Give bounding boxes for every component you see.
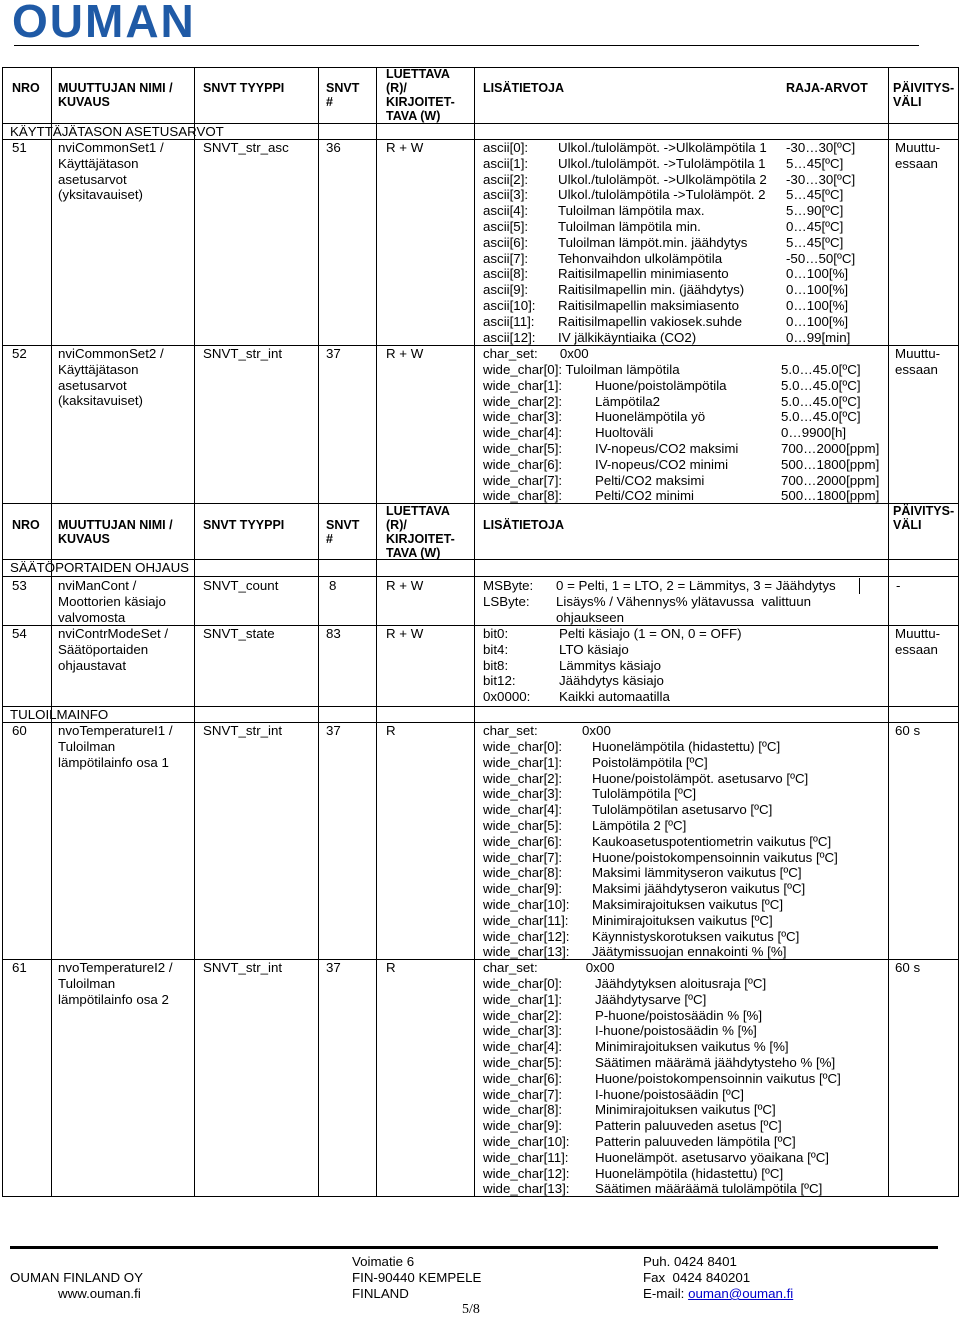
row-type: SNVT_str_int bbox=[203, 723, 283, 738]
row-name: nviCommonSet1 / Käyttäjätason asetusarvot (yksitavauiset) bbox=[58, 140, 164, 203]
header-update: PÄIVITYS- VÄLI bbox=[893, 81, 955, 109]
section-title: TULOILMAINFO bbox=[10, 707, 109, 722]
footer-company: OUMAN FINLAND OY bbox=[10, 1270, 143, 1285]
row-name: nviManCont / Moottorien käsiajo valvomosta bbox=[58, 578, 166, 625]
row-rw: R + W bbox=[386, 140, 424, 155]
col-divider bbox=[51, 67, 52, 1197]
row-name: nviContrModeSet / Säätöportaiden ohjaustavat bbox=[58, 626, 169, 673]
row-snvt: 37 bbox=[326, 723, 341, 738]
row-name: nviCommonSet2 / Käyttäjätason asetusarvot (kaksitavuiset) bbox=[58, 346, 164, 409]
header-rw: LUETTAVA (R)/ KIRJOITET- TAVA (W) bbox=[386, 67, 455, 123]
row-update: Muuttu- essaan bbox=[895, 140, 941, 171]
header-name: MUUTTUJAN NIMI / KUVAUS bbox=[58, 81, 173, 109]
row-divider bbox=[2, 706, 959, 707]
footer-street: Voimatie 6 bbox=[352, 1254, 415, 1269]
row-rw: R bbox=[386, 723, 396, 738]
row-snvt: 8 bbox=[329, 578, 337, 593]
header-rule bbox=[14, 45, 919, 46]
row-nro: 53 bbox=[12, 578, 27, 593]
row-values: Pelti käsiajo (1 = ON, 0 = OFF) LTO käsiajo Lämmitys käsiajo Jäähdytys käsiajo Kaikki automaatilla bbox=[559, 626, 742, 705]
row-charset: char_set: 0x00 bbox=[483, 346, 589, 361]
header-name: MUUTTUJAN NIMI / KUVAUS bbox=[58, 518, 173, 546]
row-type: SNVT_str_int bbox=[203, 960, 283, 975]
row-type: SNVT_str_asc bbox=[203, 140, 289, 155]
row-rw: R + W bbox=[386, 578, 424, 593]
row-values: Ulkol./tulolämpöt. ->Ulkolämpötila 1 Ulkol./tulolämpöt. ->Tulolämpötila 1 Ulkol./tulolämpöt. ->Ulkolämpötila 2 Ulkol./tulolämpötila ->Tulolämpöt. 2 Tuloilman lämpötila max. Tuloilman lämpötila min. Tuloilman lämpöt.min. jäähdytys Tehonvaihdon ulkolämpötila Raitisilmapellin minimiasento Raitisilmapellin min. (jäähdytys) Raitisilmapellin maksimiasento Raitisilmapellin vakiosek.suhde IV jälkikäyntiaika (CO2) bbox=[558, 140, 767, 345]
row-keys: wide_char[0]: wide_char[1]: wide_char[2]: wide_char[3]: wide_char[4]: wide_char[5]: wide_char[6]: wide_char[7]: wide_char[8]: wide_char[9]: wide_char[10]: wide_char[11]: wide_char[12]: wide_char[13]: bbox=[483, 739, 570, 960]
footer-country: FINLAND bbox=[352, 1286, 409, 1301]
row-keys: wide_char[0]: wide_char[1]: wide_char[2]: wide_char[3]: wide_char[4]: wide_char[5]: wide_char[6]: wide_char[7]: wide_char[8]: wide_char[9]: wide_char[10]: wide_char[11]: wide_char[12]: wide_char[13]: bbox=[483, 976, 570, 1197]
row-values: Huonelämpötila (hidastettu) [ºC] Poistolämpötila [ºC] Huone/poistolämpöt. asetusarvo [ºC] Tulolämpötila [ºC] Tulolämpötilan asetusarvo [ºC] Lämpötila 2 [ºC] Kaukoasetuspotentiometrin vaikutus [ºC] Huone/poistokompensoinnin vaikutus [ºC] Maksimi lämmityseron vaikutus [ºC] Maksimi jäähdytyseron vaikutus [ºC] Maksimirajoituksen vaikutus [ºC] Minimirajoituksen vaikutus [ºC] Käynnistyskorotuksen vaikutus [ºC] Jäätymissuojan ennakointi % [%] bbox=[592, 739, 838, 960]
row-rw: R + W bbox=[386, 346, 424, 361]
row-update: 60 s bbox=[895, 960, 921, 975]
ouman-logo: OUMAN bbox=[12, 0, 196, 47]
row-keys: bit0: bit4: bit8: bit12: 0x0000: bbox=[483, 626, 531, 705]
header-range: RAJA-ARVOT bbox=[786, 81, 868, 95]
page-number: 5/8 bbox=[462, 1302, 480, 1317]
row-keys: wide_char[0]: Tuloilman lämpötila wide_char[1]: wide_char[2]: wide_char[3]: wide_char[4]: wide_char[5]: wide_char[6]: wide_char[7]: wide_char[8]: bbox=[483, 362, 680, 504]
row-range: -30…30[ºC] 5…45[ºC] -30…30[ºC] 5…45[ºC] 5…90[ºC] 0…45[ºC] 5…45[ºC] -50…50[ºC] 0…100[%] 0…100[%] 0…100[%] 0…100[%] 0…99[min] bbox=[786, 140, 856, 345]
header-info: LISÄTIETOJA bbox=[483, 518, 565, 532]
row-values: 0 = Pelti, 1 = LTO, 2 = Lämmitys, 3 = Jäähdytys Lisäys% / Vähennys% ylätavussa valittuun ohjaukseen bbox=[556, 578, 836, 625]
col-divider bbox=[194, 67, 195, 1197]
row-keys: MSByte: LSByte: bbox=[483, 578, 534, 609]
row-snvt: 36 bbox=[326, 140, 341, 155]
row-update: Muuttu- essaan bbox=[895, 346, 941, 377]
row-values: Jäähdytyksen aloitusraja [ºC] Jäähdytysarve [ºC] P-huone/poistosäädin % [%] I-huone/poistosäädin % [%] Minimirajoituksen vaikutus % [%] Säätimen määrämä jäähdytysteho % [%] Huone/poistokompensoinnin vaikutus [ºC] I-huone/poistosäädin [ºC] Minimirajoituksen vaikutus [ºC] Patterin paluuveden asetus [ºC] Patterin paluuveden lämpötila [ºC] Huonelämpöt. asetusarvo yöaikana [ºC] Huonelämpötila (hidastettu) [ºC] Säätimen määräämä tulolämpötila [ºC] bbox=[595, 976, 841, 1197]
row-name: nvoTemperatureI2 / Tuloilman lämpötilainfo osa 2 bbox=[58, 960, 173, 1007]
row-type: SNVT_count bbox=[203, 578, 279, 593]
footer-email-row bbox=[643, 1286, 793, 1302]
footer-phone: Puh. 0424 8401 bbox=[643, 1254, 737, 1269]
col-divider bbox=[474, 67, 475, 1197]
col-divider bbox=[888, 67, 889, 1197]
col-divider bbox=[318, 67, 319, 1197]
row-update: Muuttu- essaan bbox=[895, 626, 941, 657]
row-snvt: 37 bbox=[326, 346, 341, 361]
header-type: SNVT TYYPPI bbox=[203, 81, 285, 95]
footer-email-link[interactable]: ouman@ouman.fi bbox=[688, 1286, 794, 1301]
footer-postal: FIN-90440 KEMPELE bbox=[352, 1270, 482, 1285]
row-type: SNVT_str_int bbox=[203, 346, 283, 361]
row-nro: 52 bbox=[12, 346, 27, 361]
header-info: LISÄTIETOJA bbox=[483, 81, 565, 95]
section-title: KÄYTTÄJÄTASON ASETUSARVOT bbox=[10, 124, 224, 139]
footer-fax: Fax 0424 840201 bbox=[643, 1270, 751, 1285]
row-nro: 61 bbox=[12, 960, 27, 975]
footer-rule bbox=[10, 1246, 938, 1249]
row-update: - bbox=[896, 578, 901, 593]
row-rw: R + W bbox=[386, 626, 424, 641]
header-snvt: SNVT # bbox=[326, 81, 360, 109]
row-nro: 60 bbox=[12, 723, 27, 738]
row-nro: 51 bbox=[12, 140, 27, 155]
row-snvt: 83 bbox=[326, 626, 341, 641]
row-type: SNVT_state bbox=[203, 626, 275, 641]
row-divider bbox=[2, 576, 959, 577]
row-values: Huone/poistolämpötila Lämpötila2 Huonelämpötila yö Huoltoväli IV-nopeus/CO2 maksimi IV-nopeus/CO2 minimi Pelti/CO2 maksimi Pelti/CO2 minimi bbox=[595, 377, 739, 504]
row-charset: char_set: 0x00 bbox=[483, 723, 611, 738]
row-name: nvoTemperatureI1 / Tuloilman lämpötilainfo osa 1 bbox=[58, 723, 173, 770]
header-nro: NRO bbox=[12, 81, 40, 95]
footer-email-label: E-mail: bbox=[643, 1286, 689, 1301]
header-nro: NRO bbox=[12, 518, 40, 532]
row-charset: char_set: 0x00 bbox=[483, 960, 615, 975]
header-type: SNVT TYYPPI bbox=[203, 518, 285, 532]
row-update: 60 s bbox=[895, 723, 921, 738]
row-range: 5.0…45.0[ºC] 5.0…45.0[ºC] 5.0…45.0[ºC] 5.0…45.0[ºC] 0…9900[h] 700…2000[ppm] 500…1800[ppm] 700…2000[ppm] 500…1800[ppm] bbox=[781, 362, 880, 504]
section-title: SÄÄTÖPORTAIDEN OHJAUS bbox=[10, 560, 190, 575]
col-divider bbox=[376, 67, 377, 1197]
cell-separator bbox=[859, 578, 860, 594]
row-snvt: 37 bbox=[326, 960, 341, 975]
header-snvt: SNVT # bbox=[326, 518, 360, 546]
row-rw: R bbox=[386, 960, 396, 975]
header-update: PÄIVITYS- VÄLI bbox=[893, 504, 955, 532]
footer-web[interactable]: www.ouman.fi bbox=[58, 1286, 141, 1301]
header-rw: LUETTAVA (R)/ KIRJOITET- TAVA (W) bbox=[386, 504, 455, 560]
row-keys: ascii[0]: ascii[1]: ascii[2]: ascii[3]: ascii[4]: ascii[5]: ascii[6]: ascii[7]: ascii[8]: ascii[9]: ascii[10]: ascii[11]: ascii[12]: bbox=[483, 140, 536, 345]
row-nro: 54 bbox=[12, 626, 27, 641]
